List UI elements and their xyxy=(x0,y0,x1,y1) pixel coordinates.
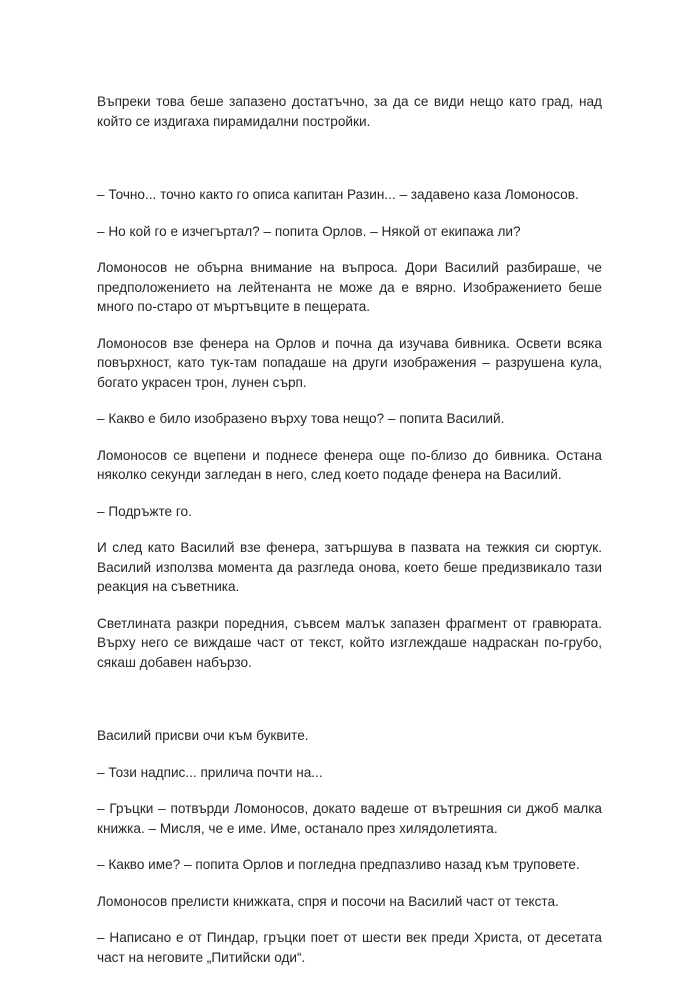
paragraph-13: – Гръцки – потвърди Ломоносов, докато вадеше от вътрешния си джоб малка книжка. – Мисля, че е име. Име, останало през хилядолетията. xyxy=(97,801,602,836)
paragraph-4: Ломоносов не обърна внимание на въпроса. Дори Василий разбираше, че предположението на лейтенанта не може да е вярно. Изображението беше много по-старо от мъртъвците в пещерата. xyxy=(97,260,602,314)
paragraph-2: – Точно... точно както го описа капитан Разин... – задавено каза Ломоносов. xyxy=(97,187,579,202)
paragraph-15: Ломоносов прелисти книжката, спря и посочи на Василий част от текста. xyxy=(97,893,559,909)
paragraph-7: Ломоносов се вцепени и поднесе фенера още по-близо до бивника. Остана няколко секунди загледан в него, след което подаде фенера на Василий. xyxy=(97,447,602,482)
document-body xyxy=(97,92,602,967)
paragraph-8: – Подръжте го. xyxy=(97,503,192,519)
paragraph-9: И след като Василий взе фенера, затършува в пазвата на тежкия си сюртук. Василий използва момента да разгледа онова, което беше предизвикало тази реакция на съветника. xyxy=(97,540,602,594)
paragraph-5: Ломоносов взе фенера на Орлов и почна да изучава бивника. Освети всяка повърхност, като тук-там попадаше на други изображения – разрушена кула, богато украсен трон, лунен сърп. xyxy=(97,335,602,390)
paragraph-1: Въпреки това беше запазено достатъчно, за да се види нещо като град, над който се издигаха пирамидални постройки. xyxy=(97,94,602,129)
paragraph-14: – Какво име? – попита Орлов и погледна предпазливо назад към труповете. xyxy=(97,857,580,872)
paragraph-12: – Този надпис... прилича почти на... xyxy=(97,764,323,780)
paragraph-16: – Написано е от Пиндар, гръцки поет от шести век преди Христа, от десетата част на неговите „Питийски оди“. xyxy=(97,930,602,965)
paragraph-11: Василий присви очи към буквите. xyxy=(97,728,309,743)
paragraph-3: – Но кой го е изчегъртал? – попита Орлов. – Някой от екипажа ли? xyxy=(97,223,521,239)
paragraph-10: Светлината разкри поредния, съвсем малък запазен фрагмент от гравюрата. Върху него се виждаше част от текст, който изглеждаше надраскан по-грубо, сякаш добавен набързо. xyxy=(97,615,602,670)
paragraph-6: – Какво е било изобразено върху това нещо? – попита Василий. xyxy=(97,411,505,426)
